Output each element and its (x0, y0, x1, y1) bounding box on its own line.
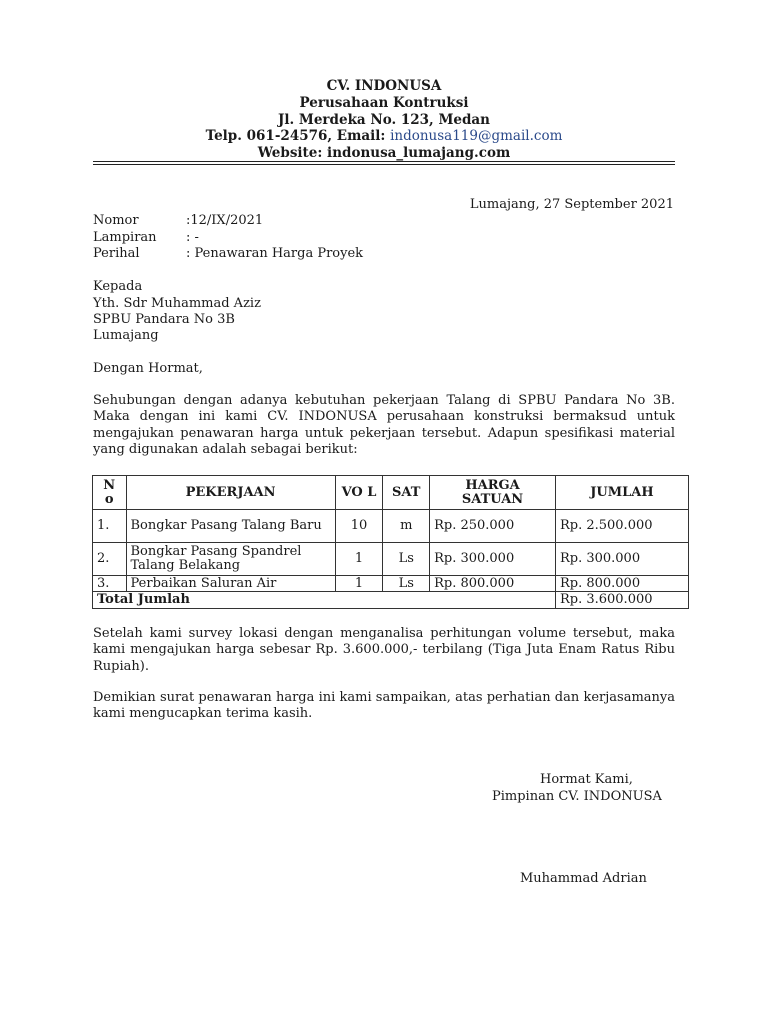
table-row (93, 576, 689, 592)
cell-sat: Ls (383, 543, 430, 576)
table-row (93, 510, 689, 543)
cell-vol: 1 (335, 543, 383, 576)
cell-sat: m (383, 510, 430, 543)
meta-value-lampiran: : - (186, 230, 199, 245)
signature-position: Pimpinan CV. INDONUSA (492, 789, 662, 804)
header-pekerjaan: PEKERJAAN (126, 476, 335, 510)
cell-pekerjaan: Perbaikan Saluran Air (126, 576, 335, 592)
table-row (93, 543, 689, 576)
cell-jumlah: Rp. 300.000 (555, 543, 688, 576)
meta-label-nomor: Nomor (93, 213, 139, 228)
table-total-row (93, 592, 689, 609)
email-link[interactable]: indonusa119@gmail.com (390, 128, 563, 144)
meta-label-lampiran: Lampiran (93, 230, 157, 245)
letter-date: Lumajang, 27 September 2021 (469, 197, 674, 212)
cell-harga: Rp. 800.000 (430, 576, 556, 592)
intro-paragraph: Sehubungan dengan adanya kebutuhan pekerjaan Talang di SPBU Pandara No 3B. Maka dengan ini kami CV. INDONUSA perusahaan konstruksi bermaksud untuk mengajukan penawaran harga untuk pekerjaan tersebut. Adapun spesifikasi material yang digunakan adalah sebagai berikut: (93, 393, 675, 457)
cell-jumlah: Rp. 800.000 (555, 576, 688, 592)
company-subtitle: Perusahaan Kontruksi (299, 95, 469, 111)
cell-vol: 10 (335, 510, 383, 543)
signature-name: Muhammad Adrian (520, 871, 647, 886)
closing-paragraph: Demikian surat penawaran harga ini kami sampaikan, atas perhatian dan kerjasamanya kami mengucapkan terima kasih. (93, 690, 675, 722)
header-no: N o (93, 476, 127, 510)
header-harga: HARGA SATUAN (430, 476, 556, 510)
meta-value-nomor: :12/IX/2021 (186, 213, 264, 228)
cell-jumlah: Rp. 2.500.000 (555, 510, 688, 543)
cell-harga: Rp. 250.000 (430, 510, 556, 543)
recipient-place: SPBU Pandara No 3B (93, 312, 235, 327)
contact-label: Telp. 061-24576, Email: (205, 128, 391, 144)
total-label: Total Jumlah (93, 592, 556, 609)
cell-harga: Rp. 300.000 (430, 543, 556, 576)
company-website: Website: indonusa_lumajang.com (257, 145, 511, 161)
header-vol: VO L (335, 476, 383, 510)
meta-value-perihal: : Penawaran Harga Proyek (186, 246, 364, 261)
header-jumlah: JUMLAH (555, 476, 688, 510)
cell-no: 2. (93, 543, 127, 576)
greeting: Dengan Hormat, (93, 361, 203, 376)
company-contact (93, 128, 675, 145)
recipient-kepada: Kepada (93, 279, 143, 294)
cell-sat: Ls (383, 576, 430, 592)
total-value: Rp. 3.600.000 (555, 592, 688, 609)
survey-paragraph: Setelah kami survey lokasi dengan menganalisa perhitungan volume tersebut, maka kami mengajukan harga sebesar Rp. 3.600.000,- terbilang (Tiga Juta Enam Ratus Ribu Rupiah). (93, 626, 675, 674)
recipient-name: Yth. Sdr Muhammad Aziz (93, 296, 261, 311)
cell-pekerjaan: Bongkar Pasang Spandrel Talang Belakang (126, 543, 335, 576)
company-name: CV. INDONUSA (326, 78, 442, 94)
signature-regards: Hormat Kami, (540, 772, 633, 787)
price-table (92, 475, 689, 609)
recipient-city: Lumajang (93, 328, 159, 343)
cell-pekerjaan: Bongkar Pasang Talang Baru (126, 510, 335, 543)
cell-no: 3. (93, 576, 127, 592)
table-header-row (93, 476, 689, 510)
header-divider (93, 161, 675, 162)
cell-vol: 1 (335, 576, 383, 592)
header-divider-thin (93, 164, 675, 165)
company-address: Jl. Merdeka No. 123, Medan (277, 112, 490, 128)
header-sat: SAT (383, 476, 430, 510)
cell-no: 1. (93, 510, 127, 543)
meta-label-perihal: Perihal (93, 246, 140, 261)
